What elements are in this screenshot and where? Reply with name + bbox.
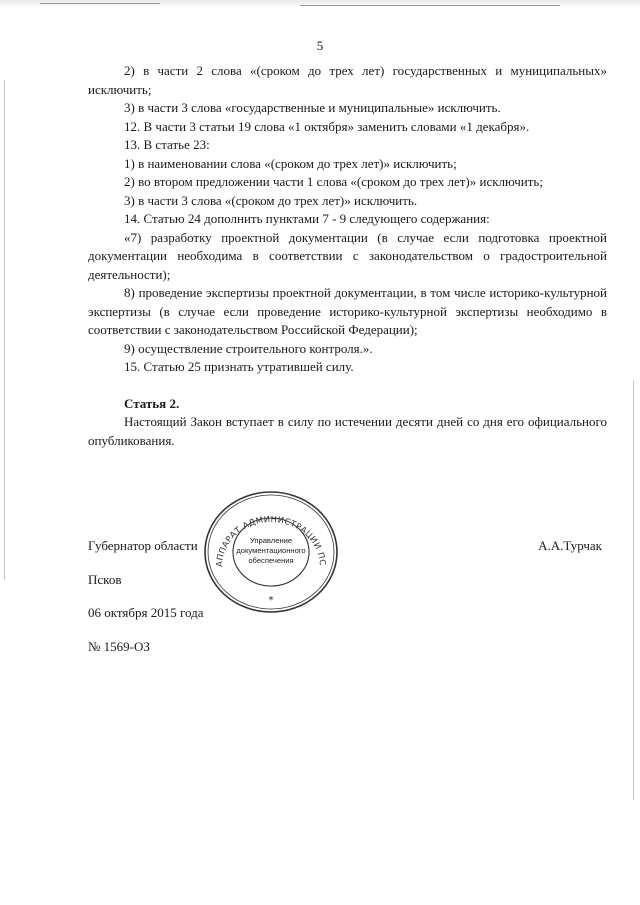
stamp-center-line: обеспечения	[248, 556, 294, 565]
stamp-ring-text: АППАРАТ АДМИНИСТРАЦИИ ПС	[213, 513, 329, 568]
stamp-star-icon: *	[268, 595, 274, 606]
paragraph: 3) в части 3 слова «(сроком до трех лет)» исключить.	[124, 192, 418, 208]
paragraph: 3) в части 3 слова «государственные и муниципальные» исключить.	[124, 100, 501, 115]
paragraph: 1) в наименовании слова «(сроком до трех лет)» исключить;	[124, 155, 457, 171]
city: Псков	[88, 572, 122, 587]
document-body	[88, 62, 607, 450]
paragraph: 12. В части 3 статьи 19 слова «1 октября» заменить словами «1 декабря».	[124, 118, 530, 134]
paragraph: 9) осуществление строительного контроля.».	[124, 340, 373, 356]
scan-edge-line	[300, 5, 560, 6]
paragraph: 15. Статью 25 признать утратившей силу.	[124, 359, 354, 374]
paragraph: 2) в части 2 слова «(сроком до трех лет) государственных и муниципальных» исключить;	[88, 63, 607, 97]
paragraph: 14. Статью 24 дополнить пунктами 7 - 9 следующего содержания:	[124, 211, 490, 226]
scan-edge-left	[4, 80, 5, 580]
signer-name: А.А.Турчак	[538, 538, 602, 553]
law-number: № 1569-ОЗ	[88, 639, 150, 654]
article-text: Настоящий Закон вступает в силу по истечении десяти дней со дня его официального опубликования.	[88, 414, 607, 448]
article-heading: Статья 2.	[124, 395, 180, 411]
date: 06 октября 2015 года	[88, 605, 204, 620]
paragraph: 13. В статье 23:	[124, 137, 210, 152]
signer-title: Губернатор области	[88, 538, 198, 553]
paragraph: 8) проведение экспертизы проектной документации, в том числе историко-культурной экспертизы (в случае если проведение историко-культурной экспертизы необходимо в соответствии с законодательством Российской Федерации);	[88, 285, 607, 337]
scan-edge-line	[40, 3, 160, 4]
paragraph: 2) во втором предложении части 1 слова «(сроком до трех лет)» исключить;	[124, 174, 543, 189]
stamp-center-line: Управление	[249, 536, 293, 545]
scan-edge-right	[633, 380, 634, 800]
paragraph: «7) разработку проектной документации (в случае если подготовка проектной документации необходима в соответствии с законодательством о градостроительной деятельности);	[88, 229, 607, 282]
scan-shadow-top	[0, 0, 640, 8]
official-stamp	[201, 489, 341, 615]
page-number: 5	[316, 38, 324, 53]
stamp-center-line: документационного	[236, 546, 306, 555]
